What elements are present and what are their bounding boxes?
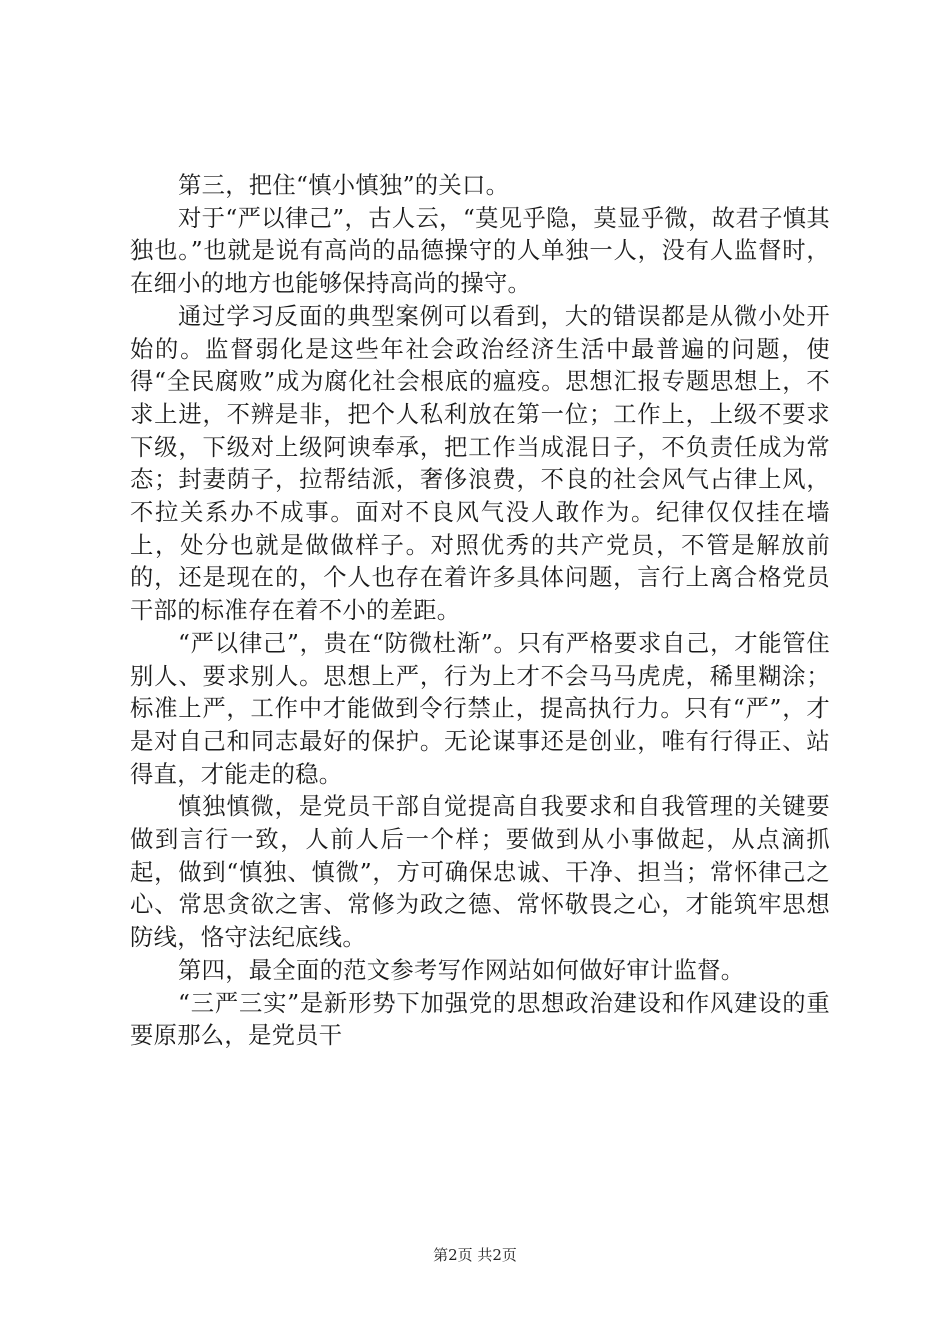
paragraph: 慎独慎微，是党员干部自觉提高自我要求和自我管理的关键要做到言行一致，人前人后一个样；要做到从小事做起，从点滴抓起，做到“慎独、慎微”，方可确保忠诚、干净、担当；常怀律己之心、常思贪欲之害、常修为政之德、常怀敬畏之心，才能筑牢思想防线，恪守法纪底线。 — [130, 793, 830, 952]
page-number-footer: 第2页 共2页 — [433, 1246, 517, 1264]
document-body — [130, 170, 830, 1053]
paragraph: “三严三实”是新形势下加强党的思想政治建设和作风建设的重要原那么，是党员干 — [130, 989, 830, 1050]
paragraph-heading-fourth: 第四，最全面的范文参考写作网站如何做好审计监督。 — [178, 956, 745, 984]
paragraph-heading-third: 第三，把住“慎小慎独”的关口。 — [178, 172, 510, 199]
paragraph: “严以律己”，贵在“防微杜渐”。只有严格要求自己，才能管住别人、要求别人。思想上严，行为上才不会马马虎虎，稀里糊涂；标准上严，工作中才能做到令行禁止，提高执行力。只有“严”，才是对自己和同志最好的保护。无论谋事还是创业，唯有行得正、站得直，才能走的稳。 — [130, 629, 830, 788]
paragraph: 通过学习反面的典型案例可以看到，大的错误都是从微小处开始的。监督弱化是这些年社会政治经济生活中最普遍的问题，使得“全民腐败”成为腐化社会根底的瘟疫。思想汇报专题思想上，不求上进，不辨是非，把个人私利放在第一位；工作上，上级不要求下级，下级对上级阿谀奉承，把工作当成混日子，不负责任成为常态；封妻荫子，拉帮结派，奢侈浪费，不良的社会风气占律上风，不拉关系办不成事。面对不良风气没人敢作为。纪律仅仅挂在墙上，处分也就是做做样子。对照优秀的共产党员，不管是解放前的，还是现在的，个人也存在着许多具体问题，言行上离合格党员干部的标准存在着不小的差距。 — [130, 302, 830, 625]
paragraph: 对于“严以律己”，古人云，“莫见乎隐，莫显乎微，故君子慎其独也。”也就是说有高尚的品德操守的人单独一人，没有人监督时，在细小的地方也能够保持高尚的操守。 — [130, 204, 830, 298]
